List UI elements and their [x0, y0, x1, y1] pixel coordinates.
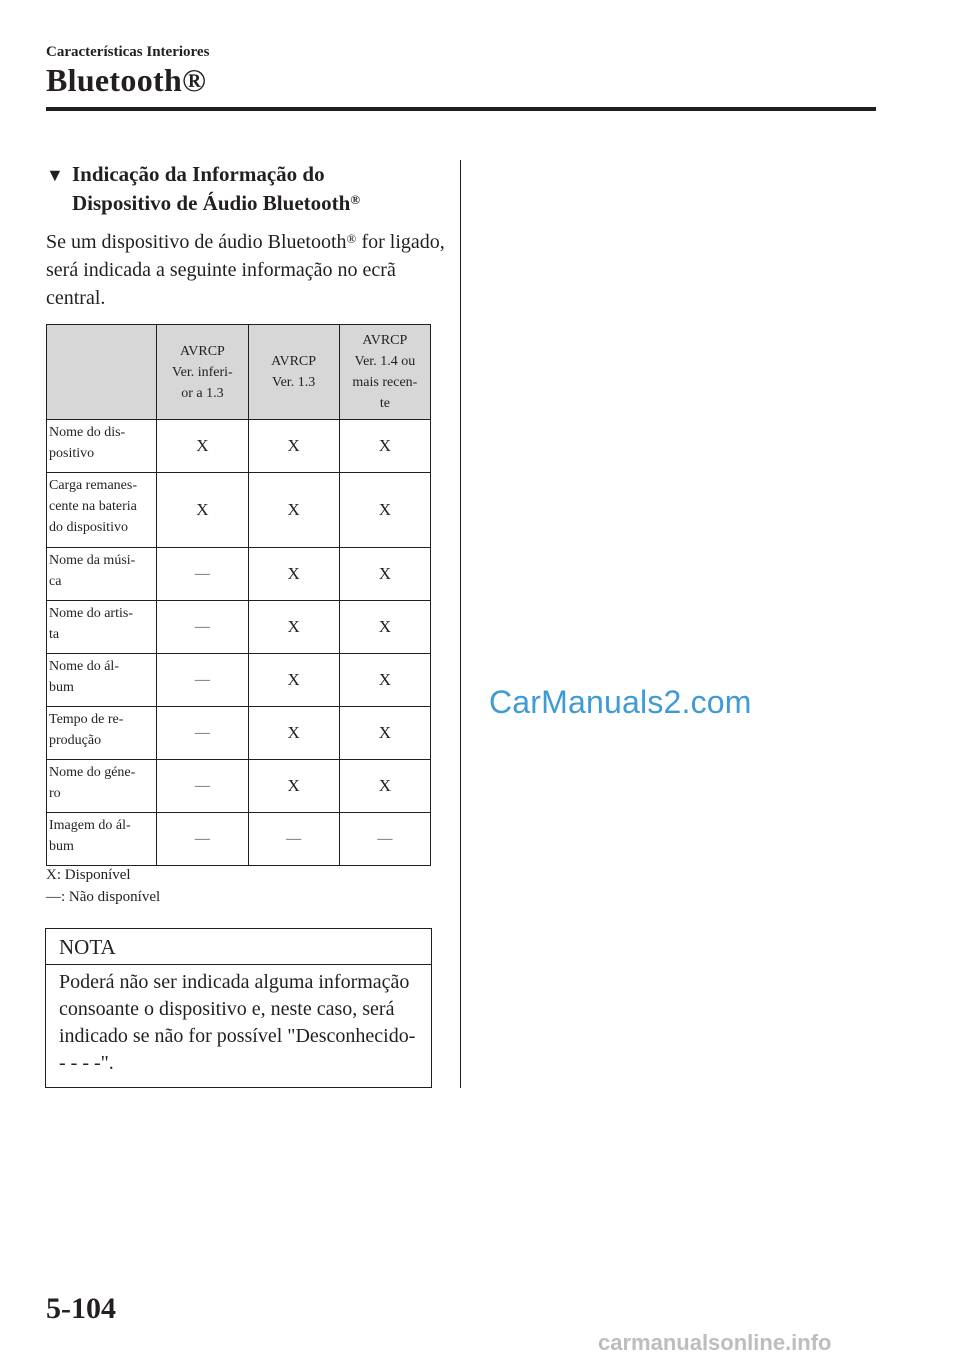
header-avrcp-1-3 — [248, 325, 339, 420]
table-header-row — [47, 325, 431, 420]
page-number: 5-104 — [46, 1292, 116, 1325]
intro-text-2: for ligado, será indicada a seguinte informação no ecrã central. — [46, 231, 445, 309]
header-line: Ver. inferi- — [172, 364, 233, 380]
table-row — [47, 707, 431, 760]
feature-line: positivo — [49, 446, 95, 461]
value-cell: X — [248, 601, 339, 654]
section-heading — [46, 160, 446, 217]
header-line: AVRCP — [179, 343, 225, 359]
note-body: Poderá não ser indicada alguma informação consoante o dispositivo e, neste caso, será indicado se não for possível "Desconhecido- - - - -". — [59, 971, 416, 1074]
feature-cell — [47, 420, 157, 473]
header-avrcp-lower — [157, 325, 248, 420]
header-line: or a 1.3 — [181, 385, 224, 401]
section-label: Características Interiores — [46, 44, 210, 60]
feature-line: bum — [49, 839, 74, 854]
value-cell: X — [339, 707, 430, 760]
value-cell: X — [339, 548, 430, 601]
feature-line: cente na bateria — [49, 499, 137, 514]
triangle-down-icon: ▼ — [46, 165, 64, 185]
value-cell: — — [157, 760, 248, 813]
legend-unavailable: —: Não disponível — [46, 889, 161, 905]
feature-line: ro — [49, 786, 61, 801]
feature-cell — [47, 654, 157, 707]
feature-line: Nome do dis- — [49, 425, 126, 440]
feature-cell — [47, 813, 157, 866]
value-cell: X — [248, 420, 339, 473]
header-line: Ver. 1.3 — [272, 375, 316, 390]
value-cell: — — [157, 707, 248, 760]
registered-mark: ® — [350, 192, 361, 207]
header-empty-cell — [47, 325, 157, 420]
feature-line: Nome da músi- — [49, 553, 136, 568]
feature-line: bum — [49, 680, 74, 695]
header-rule — [46, 107, 876, 111]
feature-line: do dispositivo — [49, 520, 128, 535]
table-row — [47, 654, 431, 707]
value-cell: X — [248, 654, 339, 707]
legend-available: X: Disponível — [46, 867, 131, 883]
feature-line: Nome do ál- — [49, 659, 119, 674]
table-row — [47, 813, 431, 866]
header-line: AVRCP — [362, 333, 408, 348]
table-row — [47, 420, 431, 473]
chapter-title: Bluetooth® — [46, 62, 207, 98]
value-cell: — — [157, 813, 248, 866]
table-row — [47, 548, 431, 601]
feature-line: ta — [49, 627, 60, 642]
intro-text-1: Se um dispositivo de áudio Bluetooth — [46, 231, 347, 253]
feature-cell — [47, 601, 157, 654]
value-cell: — — [157, 601, 248, 654]
header-line: mais recen- — [352, 375, 418, 390]
value-cell: X — [339, 654, 430, 707]
value-cell: X — [248, 707, 339, 760]
table-row — [47, 473, 431, 548]
header-avrcp-1-4 — [339, 325, 430, 420]
header-line: te — [379, 396, 390, 411]
watermark-carmanuals: CarManuals2.com — [489, 684, 752, 720]
feature-cell — [47, 473, 157, 548]
value-cell: — — [157, 548, 248, 601]
value-cell: X — [248, 473, 339, 548]
value-cell: X — [248, 760, 339, 813]
note-box — [45, 928, 432, 1088]
table-legend — [46, 864, 160, 908]
table-row — [47, 760, 431, 813]
value-cell: X — [339, 760, 430, 813]
table-row — [47, 601, 431, 654]
feature-cell — [47, 707, 157, 760]
information-table — [46, 324, 431, 866]
feature-cell — [47, 760, 157, 813]
registered-mark: ® — [346, 231, 357, 246]
column-divider — [460, 160, 461, 1088]
value-cell: X — [157, 473, 248, 548]
feature-line: Carga remanes- — [49, 478, 137, 493]
feature-cell — [47, 548, 157, 601]
value-cell: X — [157, 420, 248, 473]
feature-line: Nome do géne- — [49, 765, 136, 780]
value-cell: X — [339, 420, 430, 473]
value-cell: X — [248, 548, 339, 601]
feature-line: ca — [49, 574, 62, 589]
header-line: Ver. 1.4 ou — [354, 354, 416, 369]
watermark-footer: carmanualsonline.info — [598, 1330, 832, 1355]
heading-line-1: Indicação da Informação do — [72, 162, 325, 186]
note-title: NOTA — [46, 929, 431, 965]
value-cell: — — [157, 654, 248, 707]
header-line: AVRCP — [271, 354, 317, 369]
heading-line-2: Dispositivo de Áudio Bluetooth — [72, 191, 351, 215]
feature-line: Tempo de re- — [49, 712, 124, 727]
value-cell: — — [248, 813, 339, 866]
value-cell: X — [339, 601, 430, 654]
intro-paragraph — [46, 228, 446, 312]
value-cell: X — [339, 473, 430, 548]
value-cell: — — [339, 813, 430, 866]
feature-line: Nome do artis- — [49, 606, 133, 621]
feature-line: produção — [49, 733, 102, 748]
feature-line: Imagem do ál- — [49, 818, 131, 833]
